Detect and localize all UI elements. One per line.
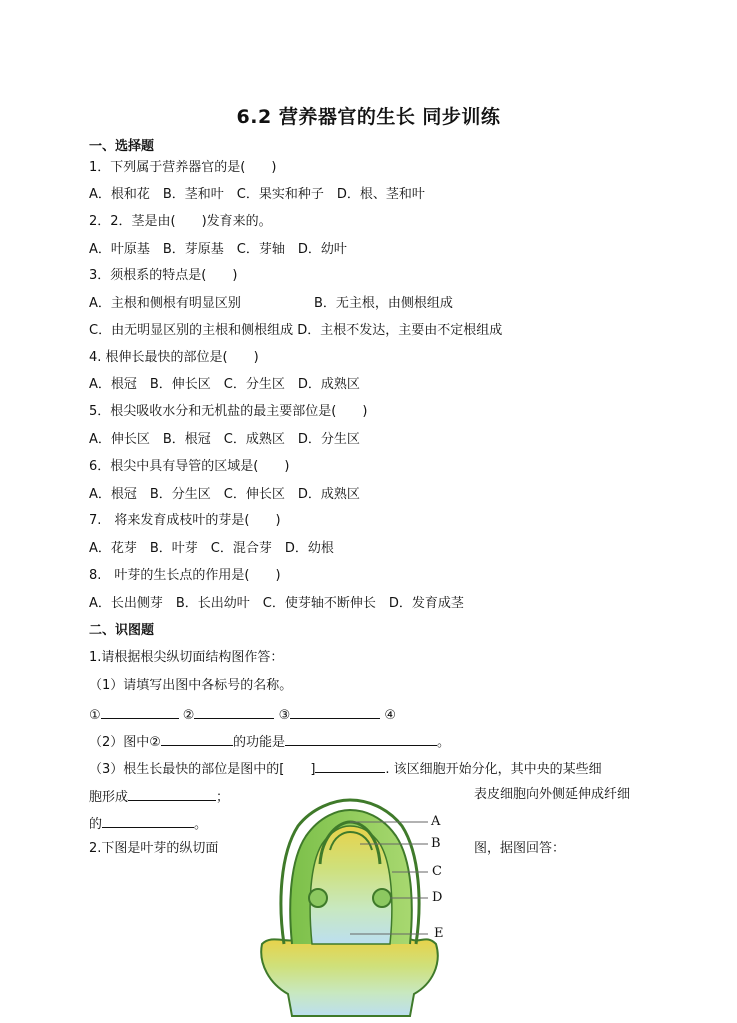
question-8: 8. 叶芽的生长点的作用是( ) <box>89 568 281 583</box>
question-3-option-a: A．主根和侧根有明显区别 <box>89 296 241 311</box>
question-3-option-b: B．无主根，由侧根组成 <box>314 296 453 311</box>
part-3-text-b: . 该区细胞开始分化，其中央的某些细 <box>385 762 602 777</box>
page-title: 6.2 营养器官的生长 同步训练 <box>236 106 501 128</box>
part-3-text-e: 表皮细胞向外侧延伸成纤细 <box>474 787 631 802</box>
stem-base <box>261 939 438 1016</box>
question-2: 2．2．茎是由( )发育来的。 <box>89 214 272 229</box>
question-4: 4. 根伸长最快的部位是( ) <box>89 350 259 365</box>
question-1: 1．下列属于营养器官的是( ) <box>89 160 277 175</box>
question-5-options: A．伸长区 B．根冠 C．成熟区 D．分生区 <box>89 432 360 447</box>
blank-label-4: ④ <box>384 708 397 723</box>
answer-blank-1[interactable] <box>101 705 179 719</box>
question-5: 5．根尖吸收水分和无机盐的最主要部位是( ) <box>89 404 368 419</box>
diagram-question-2-a: 2.下图是叶芽的纵切面 <box>89 841 219 856</box>
part-3-text-a: （3）根生长最快的部位是图中的[ ] <box>89 762 316 777</box>
diagram-question-2-b: 图，据图回答： <box>474 841 566 856</box>
diagram-label-b: B <box>431 836 441 851</box>
answer-blank-9[interactable] <box>102 814 194 828</box>
diagram-question-1-part-1: （1）请填写出图中各标号的名称。 <box>89 678 293 693</box>
diagram-question-1-part-2 <box>89 732 450 751</box>
leaf-bud-illustration <box>250 794 460 1019</box>
question-6-options: A．根冠 B．分生区 C．伸长区 D．成熟区 <box>89 487 360 502</box>
part-2-text-c: 。 <box>436 735 450 750</box>
blank-label-2: ② <box>182 708 195 723</box>
section-diagram-heading: 二、识图题 <box>89 623 155 638</box>
question-4-options: A．根冠 B．伸长区 C．分生区 D．成熟区 <box>89 377 360 392</box>
part-3-text-g: 。 <box>194 817 208 832</box>
question-2-options: A．叶原基 B．芽原基 C．芽轴 D．幼叶 <box>89 242 347 257</box>
answer-blank-3[interactable] <box>290 705 380 719</box>
diagram-question-1-part-3-end <box>89 814 207 833</box>
part-3-text-d: ； <box>216 790 230 805</box>
diagram-question-1-part-3-cont <box>89 787 229 806</box>
question-6: 6．根尖中具有导管的区域是( ) <box>89 459 290 474</box>
diagram-label-c: C <box>432 864 442 879</box>
leaf-bud-diagram <box>250 794 460 1019</box>
diagram-label-d: D <box>432 890 443 905</box>
section-choice-heading: 一、选择题 <box>89 139 155 154</box>
part-3-text-f: 的 <box>89 817 103 832</box>
blank-label-3: ③ <box>278 708 291 723</box>
answer-blank-6[interactable] <box>285 732 437 746</box>
question-3-options-cd: C．由无明显区别的主根和侧根组成 D．主根不发达，主要由不定根组成 <box>89 323 503 338</box>
diagram-question-1: 1.请根据根尖纵切面结构图作答： <box>89 650 284 665</box>
answer-blank-2[interactable] <box>194 705 274 719</box>
part-3-text-c: 胞形成 <box>89 790 129 805</box>
diagram-question-1-blanks <box>89 705 396 724</box>
diagram-question-1-part-3 <box>89 759 602 778</box>
part-2-text-a: （2）图中② <box>89 735 161 750</box>
diagram-label-e: E <box>434 926 444 941</box>
question-3: 3．须根系的特点是( ) <box>89 268 238 283</box>
bud-primordium-left <box>309 889 327 907</box>
answer-blank-5[interactable] <box>161 732 233 746</box>
answer-blank-7[interactable] <box>315 759 385 773</box>
bud-primordium-right <box>373 889 391 907</box>
question-1-options: A．根和花 B．茎和叶 C．果实和种子 D．根、茎和叶 <box>89 187 425 202</box>
diagram-label-a: A <box>431 814 441 829</box>
question-7-options: A．花芽 B．叶芽 C．混合芽 D．幼根 <box>89 541 334 556</box>
part-2-text-b: 的功能是 <box>232 735 285 750</box>
question-8-options: A．长出侧芽 B．长出幼叶 C．使芽轴不断伸长 D．发育成茎 <box>89 596 464 611</box>
answer-blank-8[interactable] <box>128 787 216 801</box>
blank-label-1: ① <box>89 708 101 723</box>
question-7: 7. 将来发育成枝叶的芽是( ) <box>89 513 281 528</box>
